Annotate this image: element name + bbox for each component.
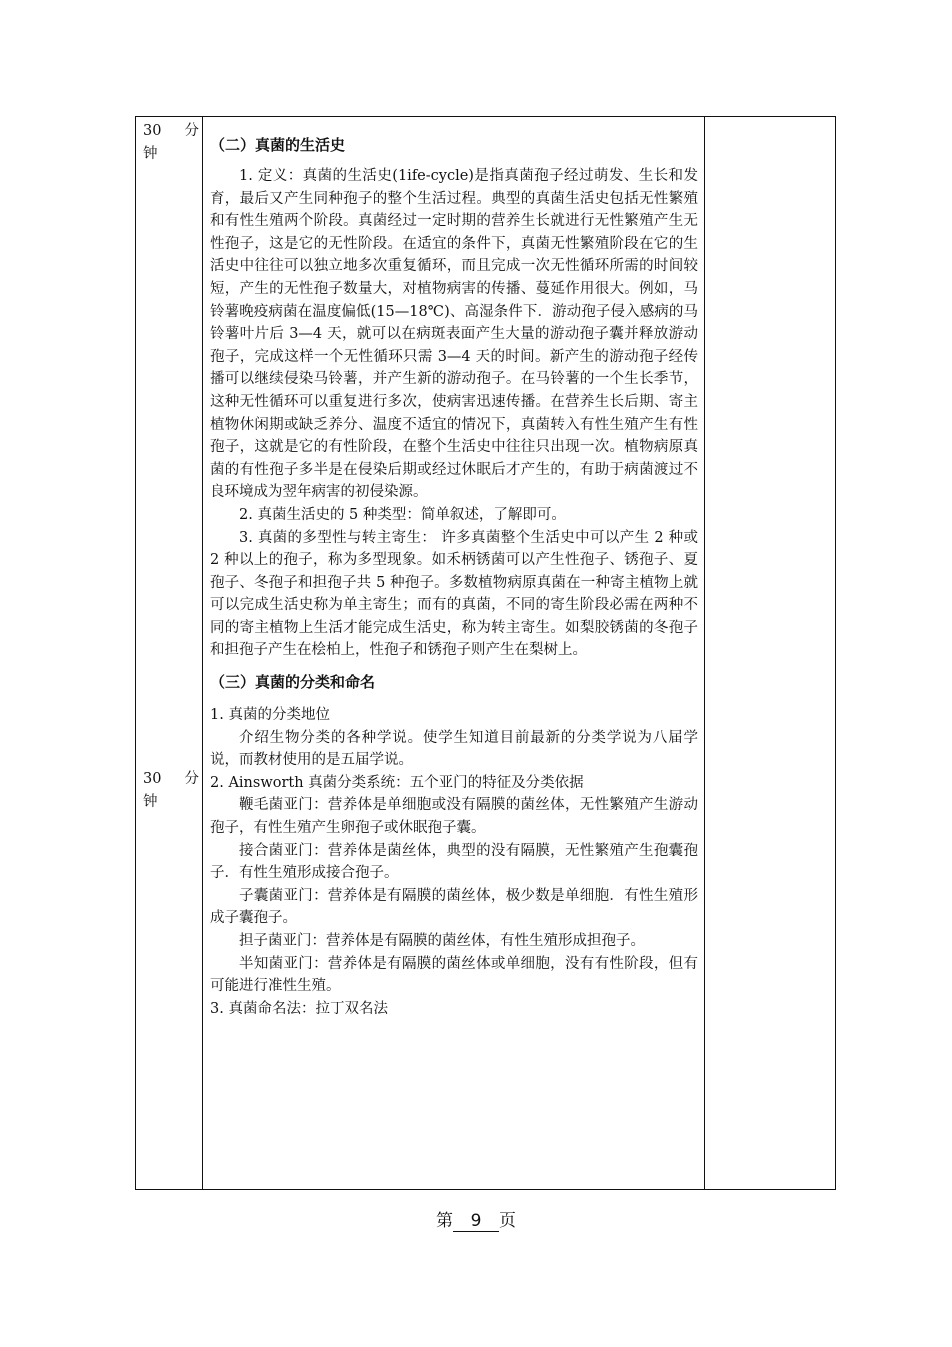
lesson-table: [135, 116, 836, 1190]
paragraph: 半知菌亚门：营养体是有隔膜的菌丝体或单细胞，没有有性阶段，但有可能进行准性生殖。: [210, 955, 698, 995]
section-heading: （二）真菌的生活史: [210, 136, 346, 154]
paragraph: 介绍生物分类的各种学说。使学生知道目前最新的分类学说为八届学说，而教材使用的是五届学说。: [210, 729, 698, 769]
lesson-content: [210, 131, 698, 1020]
paragraph: 2. 真菌生活史的 5 种类型：简单叙述，了解即可。: [239, 506, 566, 523]
column-divider: [704, 117, 705, 1189]
paragraph: 担子菌亚门：营养体是有隔膜的菌丝体，有性生殖形成担孢子。: [239, 933, 645, 949]
paragraph: 3. 真菌的多型性与转主寄生： 许多真菌整个生活史中可以产生 2 种或 2 种以上的孢子，称为多型现象。如禾柄锈菌可以产生性孢子、锈孢子、夏孢子、冬孢子和担孢子共 5 种孢子。多数植物病原真菌在一种寄主植物上就可以完成生活史称为单主寄生；而有的真菌，不同的寄生阶段必需在两种不同的寄主植物上生活才能完成生活史，称为转主寄生。如梨胶锈菌的冬孢子和担孢子产生在桧柏上，性孢子和锈孢子则产生在梨树上。: [210, 529, 698, 659]
page-number: 9: [453, 1211, 499, 1232]
list-item: 3. 真菌命名法：拉丁双名法: [210, 1000, 388, 1017]
paragraph: 子囊菌亚门：营养体是有隔膜的菌丝体，极少数是单细胞．有性生殖形成子囊孢子。: [210, 887, 698, 927]
time-label: 30 分 钟: [143, 123, 199, 162]
page-footer: 第 9 页: [436, 1211, 516, 1231]
time-label: 30 分 钟: [143, 771, 199, 810]
paragraph: 接合菌亚门：营养体是菌丝体，典型的没有隔膜，无性繁殖产生孢囊孢子．有性生殖形成接合孢子。: [210, 842, 698, 882]
list-item: 2. Ainsworth 真菌分类系统：五个亚门的特征及分类依据: [210, 774, 584, 791]
column-divider: [202, 117, 203, 1189]
paragraph: 1. 定义：真菌的生活史(1ife-cycle)是指真菌孢子经过萌发、生长和发育，最后又产生同种孢子的整个生活过程。典型的真菌生活史包括无性繁殖和有性生殖两个阶段。真菌经过一定时期的营养生长就进行无性繁殖产生无性孢子，这是它的无性阶段。在适宜的条件下，真菌无性繁殖阶段在它的生活史中往往可以独立地多次重复循环，而且完成一次无性循环所需的时间较短，产生的无性孢子数量大，对植物病害的传播、蔓延作用很大。例如，马铃薯晚疫病菌在温度偏低(15—18℃)、高湿条件下．游动孢子侵入感病的马铃薯叶片后 3—4 天，就可以在病斑表面产生大量的游动孢子囊并释放游动孢子，完成这样一个无性循环只需 3—4 天的时间。新产生的游动孢子经传播可以继续侵染马铃薯，并产生新的游动孢子。在马铃薯的一个生长季节，这种无性循环可以重复进行多次，使病害迅速传播。在营养生长后期、寄主植物休闲期或缺乏养分、温度不适宜的情况下，真菌转入有性生殖产生有性孢子，这就是它的有性阶段，在整个生活史中往往只出现一次。植物病原真菌的有性孢子多半是在侵染后期或经过休眠后才产生的，有助于病菌渡过不良环境成为翌年病害的初侵染源。: [210, 168, 698, 501]
section-heading: （三）真菌的分类和命名: [210, 673, 376, 692]
list-item: 1. 真菌的分类地位: [210, 707, 330, 724]
paragraph: 鞭毛菌亚门：营养体是单细胞或没有隔膜的菌丝体，无性繁殖产生游动孢子，有性生殖产生卵孢子或休眠孢子囊。: [210, 797, 698, 837]
